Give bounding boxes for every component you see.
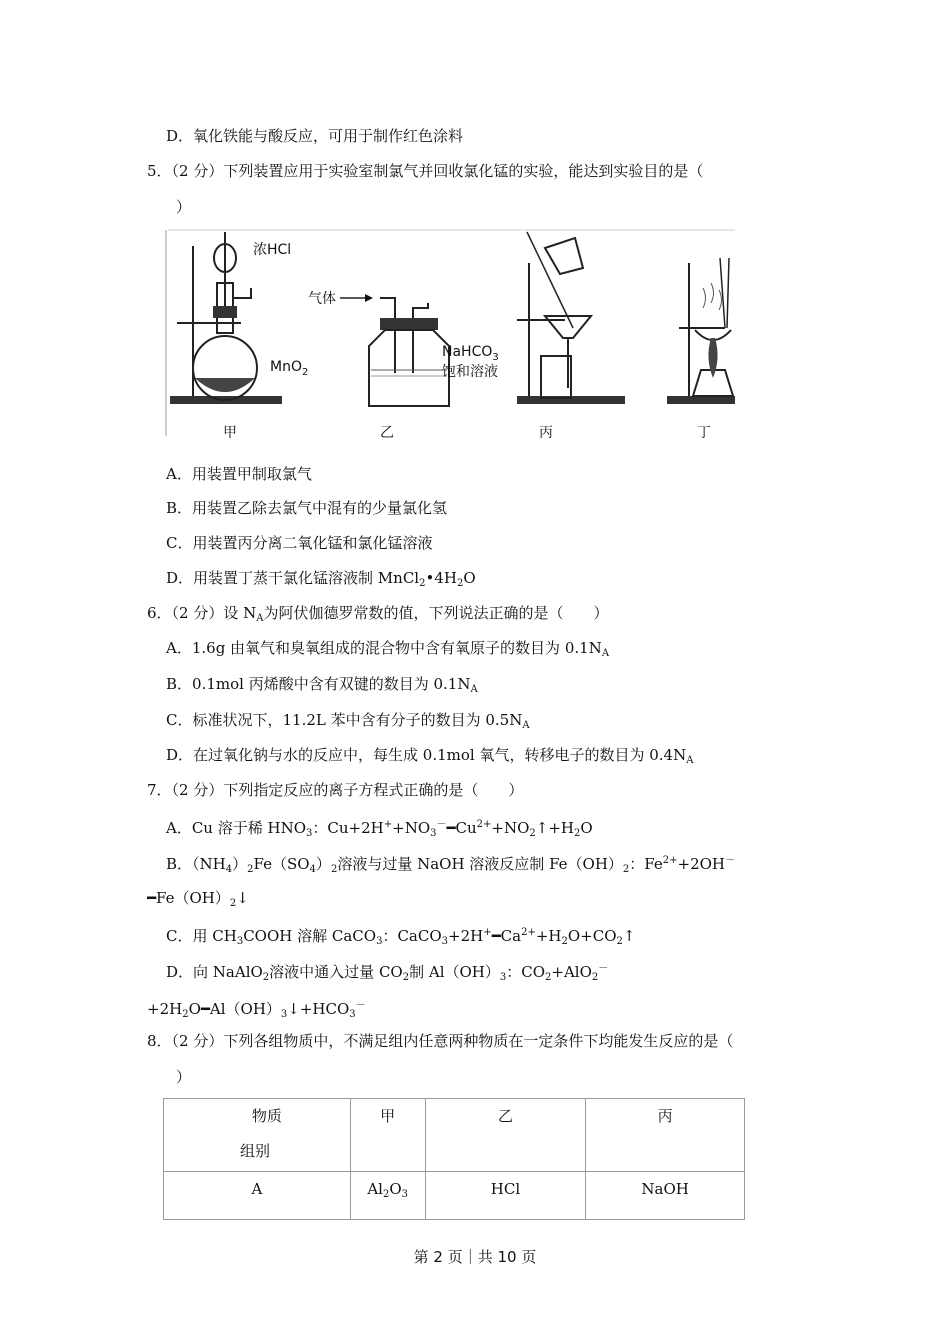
q6-option-d: D．在过氧化钠与水的反应中，每生成 0.1mol 氧气，转移电子的数目为 $0.4N_A$ [166, 746, 694, 766]
label-mno2: MnO$_2$ [270, 359, 309, 378]
table-header-row [164, 1099, 745, 1172]
apparatus-yi [340, 294, 449, 406]
table-corner-cell [164, 1099, 351, 1172]
q5-option-a: A．用装置甲制取氯气 [166, 465, 312, 483]
q6-option-a: A．1.6g 由氧气和臭氧组成的混合物中含有氧原子的数目为 $0.1N_A$ [166, 639, 610, 659]
q7-option-b-cont: $━Fe(OH)_2↓$ [147, 889, 249, 909]
q6-option-b: B．0.1mol 丙烯酸中含有双键的数目为 $0.1N_A$ [166, 675, 478, 695]
caption-ding: 丁 [697, 425, 711, 441]
caption-jia: 甲 [223, 425, 237, 441]
q5-stem-cont: ） [176, 198, 192, 216]
q7-option-a: A．Cu 溶于稀 $HNO_3$：$Cu+2H^++NO_3^-━Cu^{2+}+NO_2↑+H_2O$ [166, 819, 593, 839]
apparatus-jia [166, 230, 735, 436]
q5-option-c: C．用装置丙分离二氧化锰和氯化锰溶液 [166, 534, 433, 552]
header-yi: 乙 [425, 1099, 586, 1172]
apparatus-figure [165, 228, 740, 446]
table-row [164, 1172, 745, 1220]
label-nahco3: NaHCO$_3$ [442, 344, 499, 363]
q8-table [163, 1098, 745, 1220]
row-a-bing: NaOH [586, 1172, 745, 1220]
q6-option-c: C．标准状况下，11.2L 苯中含有分子的数目为 $0.5N_A$ [166, 711, 530, 731]
q7-stem: 7．（2 分）下列指定反应的离子方程式正确的是（ ） [147, 781, 524, 799]
apparatus-ding [667, 258, 735, 404]
q7-option-d-cont: $+2H_2O━Al(OH)_3↓+HCO_3^-$ [147, 1000, 366, 1020]
q5-stem: 5．（2 分）下列装置应用于实验室制氯气并回收氯化锰的实验，能达到实验目的是（ [147, 162, 704, 180]
q7-option-c: C．用 $CH_3COOH$ 溶解 CaCO$_3$：$CaCO_3+2H^+━Ca^{2+}+H_2O+CO_2↑$ [166, 927, 636, 947]
q5-option-d: D．用装置丁蒸干氯化锰溶液制 $MnCl_2•4H_2O$ [166, 569, 476, 589]
q4-option-d: D．氧化铁能与酸反应，可用于制作红色涂料 [166, 127, 464, 145]
header-bing: 丙 [586, 1099, 745, 1172]
label-conc-hcl: 浓HCl [253, 242, 292, 258]
q7-option-d: D．向 NaAlO$_2$溶液中通入过量 $CO_2$制 $Al(OH)_3$：$CO_2+AlO_2^-$ [166, 963, 609, 983]
row-a-label: A [164, 1172, 351, 1220]
header-jia: 甲 [350, 1099, 425, 1172]
row-a-yi: HCl [425, 1172, 586, 1220]
page-footer: 第 2 页｜共 10 页 [413, 1248, 537, 1266]
apparatus-bing [517, 232, 625, 404]
label-saturated-solution: 饱和溶液 [442, 364, 498, 380]
label-gas: 气体 [308, 291, 336, 307]
caption-yi: 乙 [380, 425, 394, 441]
q5-option-b: B．用装置乙除去氯气中混有的少量氯化氢 [166, 499, 448, 517]
row-a-jia: $Al_2O_3$ [350, 1172, 425, 1220]
caption-bing: 丙 [539, 425, 553, 441]
q8-stem-cont: ） [176, 1068, 192, 1086]
q8-stem: 8．（2 分）下列各组物质中，不满足组内任意两种物质在一定条件下均能发生反应的是（ [147, 1032, 734, 1050]
q6-stem: 6．（2 分）设 $N_A$为阿伏伽德罗常数的值，下列说法正确的是（ ） [147, 604, 609, 624]
header-group: 组别 [240, 1142, 271, 1160]
header-substance: 物质 [251, 1107, 282, 1125]
q7-option-b: B．$(NH_4)_2Fe(SO_4)_2$溶液与过量 NaOH 溶液反应制 $Fe(OH)_2$：$Fe^{2+}+2OH^-$ [166, 855, 736, 875]
